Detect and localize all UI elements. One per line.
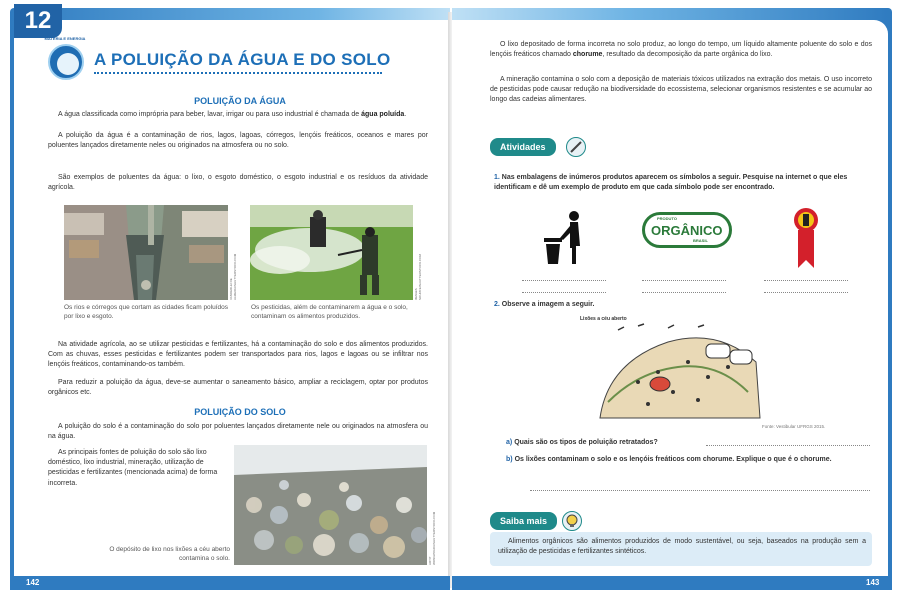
photo3-caption: O depósito de lixo nos lixões a céu aberto contamina o solo. xyxy=(109,546,230,562)
organic-seal-icon xyxy=(642,212,732,248)
book-gutter xyxy=(448,12,452,588)
organic-seal-bottom: BRASIL xyxy=(693,238,708,243)
photo1-credit: VANDERLEI DE ALMEIDA/SHUTTERSTOCK.COM xyxy=(229,253,237,300)
cartoon-source: Fonte: Vestibular UFRGS 2015. xyxy=(762,424,826,429)
paragraph-soil-2: As principais fontes de poluição do solo são lixo doméstico, lixo industrial, mineração, utilização de pesticidas e fertilizantes (mencionada acima) de forma incorreta. xyxy=(48,449,218,487)
quality-medal-symbol-icon xyxy=(792,206,820,270)
page-number-right: 143 xyxy=(866,578,880,587)
photo3-credit: ARTIT WONGPRADU/SHUTTERSTOCK.COM xyxy=(428,511,436,565)
answer-line-2a[interactable] xyxy=(642,280,726,281)
paragraph-soil-1: A poluição do solo é a contaminação do solo por poluentes lançados diretamente nele ou originados na atmosfera ou na água. xyxy=(48,423,428,441)
page-title: A POLUIÇÃO DA ÁGUA E DO SOLO xyxy=(94,50,391,69)
answer-line-2a-field[interactable] xyxy=(706,445,870,446)
paragraph-chorume: O lixo depositado de forma incorreta no solo produz, ao longo do tempo, um líquido altamente poluente do solo e dos lençóis freáticos chamado chorume, resultado da decomposição da parte orgânica do lixo. xyxy=(490,41,872,59)
photo2-credit: IMAGES SOURCE/SHUTTERSTOCK.COM xyxy=(414,254,422,300)
paragraph-water-4: Na atividade agrícola, ao se utilizar pesticidas e fertilizantes, há a contaminação do solo e dos alimentos produzidos. Com as chuvas, esses pesticidas e fertilizantes podem ser transportados para rios, lagos e lagoas ou se infiltrar nos lençóis freáticos, contaminando-os também. xyxy=(48,341,428,369)
organic-seal-top: PRODUTO xyxy=(657,216,677,221)
recycling-bin-symbol-icon xyxy=(540,208,588,268)
bottom-band-left xyxy=(10,576,450,590)
subject-badge-icon xyxy=(48,44,84,80)
heading-soil-pollution: POLUIÇÃO DO SOLO xyxy=(194,407,286,417)
bottom-band-right xyxy=(452,576,892,590)
saiba-mais-label: Saiba mais xyxy=(490,512,557,530)
heading-water-pollution: POLUIÇÃO DA ÁGUA xyxy=(194,96,286,106)
paragraph-water-1: A água classificada como imprópria para beber, lavar, irrigar ou para uso industrial é chamada de água poluída. xyxy=(58,111,407,118)
cartoon-open-dump xyxy=(598,322,762,420)
answer-line-2b-field[interactable] xyxy=(530,490,870,491)
photo-polluted-river xyxy=(64,205,228,300)
answer-line-2b[interactable] xyxy=(642,292,726,293)
answer-line-1b[interactable] xyxy=(522,292,606,293)
saiba-mais-text: Alimentos orgânicos são alimentos produzidos de modo sustentável, ou seja, baseados na produção sem a utilização de pesticidas e fertilizantes sintéticos. xyxy=(498,538,866,556)
answer-line-1a[interactable] xyxy=(522,280,606,281)
paragraph-mining: A mineração contamina o solo com a deposição de materiais tóxicos utilizados na extração dos metais. O uso incorreto de pesticidas pode causar redução na biodiversidade do ecossistema, selecionar organismos resistentes e se acumular ao longo das cadeias alimentares. xyxy=(490,76,872,104)
paragraph-water-2: A poluição da água é a contaminação de rios, lagos, lagoas, córregos, lençóis freáticos, oceanos e mares por poluentes lançados diretamente neles ou originados na atmosfera ou no solo. xyxy=(48,132,428,150)
page-number-left: 142 xyxy=(26,578,40,587)
photo-pesticide-spraying xyxy=(250,205,413,300)
question-1: 1. Nas embalagens de inúmeros produtos aparecem os símbolos a seguir. Pesquise na internet o que eles identificam e dê um exemplo de produto em que cada símbolo pode ser encontrado. xyxy=(494,174,848,191)
paragraph-water-5: Para reduzir a poluição da água, deve-se aumentar o saneamento básico, ampliar a reciclagem, optar por produtos orgânicos etc. xyxy=(48,379,428,397)
cartoon-title: Lixões a céu aberto xyxy=(580,316,627,322)
photo1-caption: Os rios e córregos que cortam as cidades ficam poluídos por lixo e esgoto. xyxy=(64,304,229,320)
chapter-number: 12 xyxy=(14,4,62,38)
lightbulb-icon xyxy=(562,511,582,531)
pencil-icon xyxy=(566,137,586,157)
paragraph-water-3: São exemplos de poluentes da água: o lixo, o esgoto doméstico, o esgoto industrial e os resíduos da atividade agrícola. xyxy=(48,174,428,192)
title-underline xyxy=(94,72,382,74)
photo2-caption: Os pesticidas, além de contaminarem a água e o solo, contaminam os alimentos produzidos. xyxy=(251,304,408,320)
organic-seal-main: ORGÂNICO xyxy=(651,223,723,238)
question-2b: b) Os lixões contaminam o solo e os lençóis freáticos com chorume. Explique o que é o chorume. xyxy=(506,456,832,463)
question-2a: a) Quais são os tipos de poluição retratados? xyxy=(506,439,658,446)
answer-line-3a[interactable] xyxy=(764,280,848,281)
activities-label: Atividades xyxy=(490,138,556,156)
question-2: 2. Observe a imagem a seguir. xyxy=(494,301,595,308)
photo-open-dump xyxy=(234,445,427,565)
badge-label: MATÉRIA E ENERGIA xyxy=(44,36,86,41)
answer-line-3b[interactable] xyxy=(764,292,848,293)
